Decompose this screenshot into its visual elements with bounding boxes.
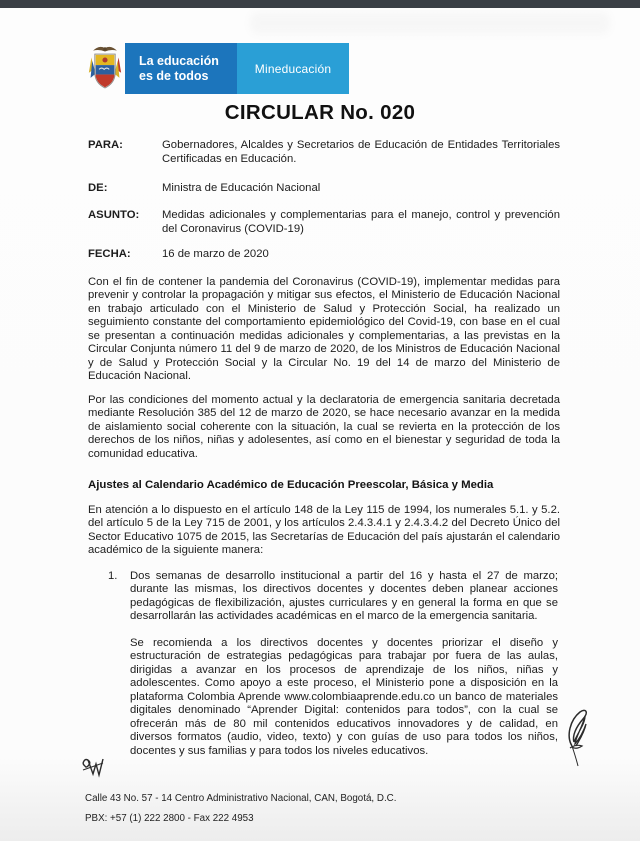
ghost-bleed-through [250, 12, 610, 34]
handwritten-initials-mark [80, 754, 106, 780]
field-row-asunto [88, 209, 560, 236]
handwritten-margin-mark [558, 706, 596, 770]
document-title: CIRCULAR No. 020 [224, 101, 416, 124]
field-label-para: PARA: [88, 139, 123, 151]
field-row-fecha [88, 248, 560, 262]
logo-brand-box [237, 43, 349, 94]
list-item-number: 1. [108, 570, 118, 582]
field-value-para: Gobernadores, Alcaldes y Secretarios de Educación de Entidades Territoriales Certificadas en Educación. [162, 139, 560, 165]
letterhead [88, 43, 349, 94]
section-heading: Ajustes al Calendario Académico de Educación Preescolar, Básica y Media [88, 479, 494, 491]
body-paragraph-3: En atención a lo dispuesto en el artículo 148 de la Ley 115 de 1994, los numerales 5.1. y 5.2. del artículo 5 de la Ley 715 de 2001, y los artículos 2.4.3.4.1 y 2.4.3.4.2 del Decreto Único del Sector Educativo 1075 de 2015, las Secretarías de Educación del país ajustarán el calendario académico de la siguiente manera: [88, 504, 560, 557]
field-value-asunto: Medidas adicionales y complementarias para el manejo, control y prevención del Coronavirus (COVID-19) [162, 209, 560, 235]
field-label-asunto: ASUNTO: [88, 209, 140, 221]
body-paragraph-1: Con el fin de contener la pandemia del Coronavirus (COVID-19), implementar medidas para prevenir y controlar la propagación y mitigar sus efectos, el Ministerio de Educación Nacional en trabajo articulado con el Ministerio de Salud y Protección Social, ha realizado un seguimiento constante del comportamiento epidemiológico del Covid-19, con base en el cual se presentan a continuación medidas adicionales y complementarias, a las previstas en la Circular Conjunta número 11 del 9 de marzo de 2020, de los Ministros de Educación Nacional y de Salud y Protección Social y la Circular No. 19 del 14 de marzo del Ministerio de Educación Nacional. [88, 276, 560, 383]
field-label-de: DE: [88, 182, 108, 194]
body-paragraph-2: Por las condiciones del momento actual y la declaratoria de emergencia sanitaria decretada mediante Resolución 385 del 12 de marzo de 2020, se hace necesario avanzar en la medida de aislamiento social coherente con la situación, la cual se revierta en la protección de los derechos de los niños, niñas y adolesentes, así como en el bienestar y seguridad de toda la comunidad educativa. [88, 394, 560, 460]
field-row-para [88, 139, 560, 166]
footer-address: Calle 43 No. 57 - 14 Centro Administrativo Nacional, CAN, Bogotá, D.C. [85, 793, 397, 804]
field-row-de [88, 182, 560, 196]
logo-tagline-line1: La educación [139, 54, 219, 68]
scan-edge-top [0, 0, 640, 8]
field-value-fecha: 16 de marzo de 2020 [162, 248, 269, 260]
logo-brand-label: Mineducación [254, 61, 332, 76]
field-label-fecha: FECHA: [88, 248, 131, 260]
logo-tagline-line2: es de todos [139, 68, 209, 83]
list-item-continuation: Se recomienda a los directivos docentes y docentes priorizar el diseño y estructuración de estrategias pedagógicas para trabajar por fuera de las aulas, dirigidas a avanzar en los procesos de aprendizaje de los niños, niñas y adolescentes. Como apoyo a este proceso, el Ministerio pone a disposición en la plataforma Colombia Aprende www.colombiaaprende.edu.co un banco de materiales digitales denominado “Aprender Digital: contenidos para todos”, con la cual se ofrecerán más de 80 mil contenidos educativos innovadores y de calidad, en diversos formatos (audio, video, texto) y con guías de uso para todos los niños, docentes y sus familias y para todos los niveles educativos. [130, 637, 558, 757]
colombia-coat-of-arms-icon [88, 43, 122, 94]
list-item-text: Dos semanas de desarrollo institucional a partir del 16 y hasta el 27 de marzo; durante las mismas, los directivos docentes y docentes deben planear acciones pedagógicas de flexibilización, ajustes curriculares y en general la forma en que se desarrollarán las actividades académicas en el marco de la emergencia sanitaria. [130, 570, 558, 623]
footer-phone: PBX: +57 (1) 222 2800 - Fax 222 4953 [85, 813, 254, 824]
field-value-de: Ministra de Educación Nacional [162, 182, 321, 194]
numbered-list-item-1 [108, 570, 558, 624]
logo-tagline-box [125, 43, 237, 94]
